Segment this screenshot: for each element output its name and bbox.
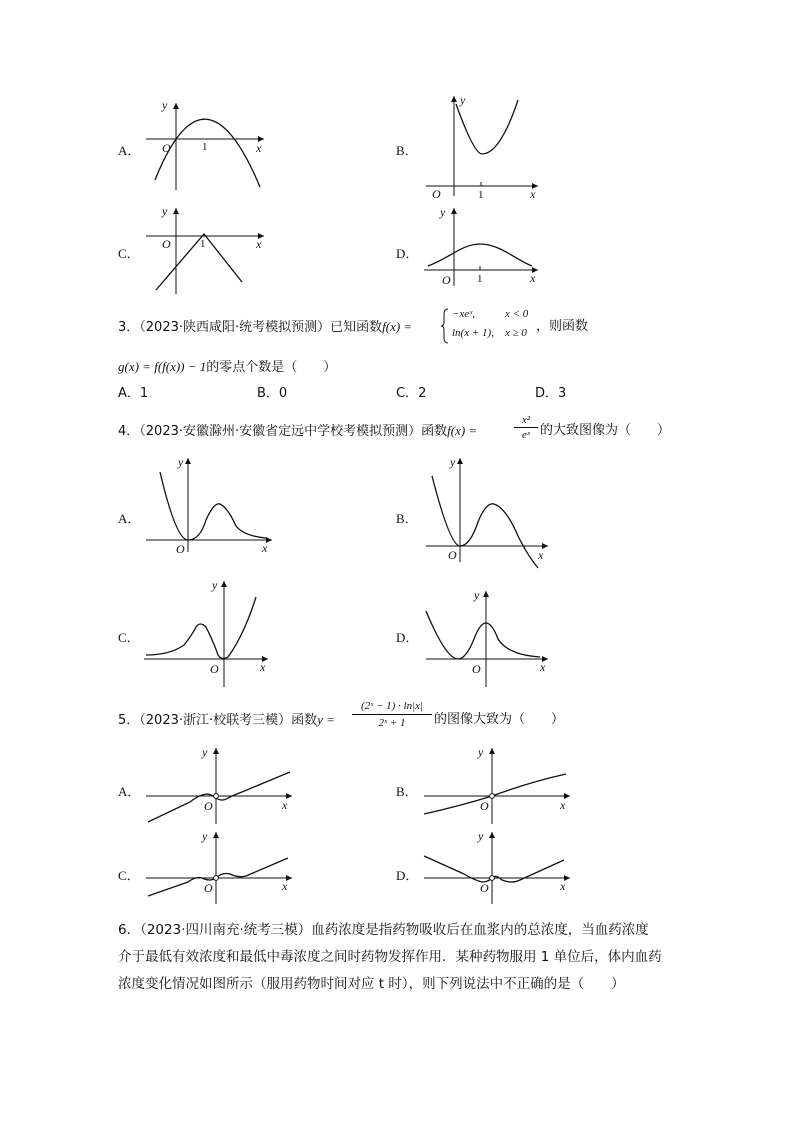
- q3-choice-b[interactable]: B．0: [257, 386, 288, 401]
- hollow-point: [490, 876, 495, 881]
- q2-option-d-label[interactable]: D．: [396, 246, 419, 261]
- x-label: x: [560, 879, 566, 893]
- q4-tail: 的大致图像为（ ）: [540, 423, 671, 438]
- y-label: y: [450, 455, 456, 469]
- y-label: y: [212, 578, 218, 592]
- q4-option-a-label[interactable]: A．: [118, 511, 141, 526]
- q3-brace: [441, 308, 449, 344]
- q3-tail: ，则函数: [536, 319, 589, 334]
- q5-fraction-bar: [352, 714, 432, 715]
- origin-label: O: [432, 187, 441, 200]
- origin-label: O: [176, 542, 185, 556]
- q2-option-c-label[interactable]: C．: [118, 246, 140, 261]
- q3-line2: [118, 357, 336, 378]
- y-axis-arrow: [451, 208, 457, 214]
- origin-label: O: [204, 881, 213, 895]
- y-label: y: [162, 98, 168, 112]
- x-label: x: [540, 660, 546, 674]
- x-label: x: [256, 237, 262, 251]
- q2-option-b-label[interactable]: B．: [396, 143, 418, 158]
- q3-line2-text: 的零点个数是（ ）: [206, 360, 337, 375]
- y-label: y: [474, 588, 480, 602]
- y-axis-arrow: [451, 96, 457, 102]
- x-label: x: [538, 548, 544, 562]
- y-axis-arrow: [457, 458, 463, 464]
- q4-option-c-label[interactable]: C．: [118, 630, 140, 645]
- y-axis-arrow: [173, 103, 179, 109]
- y-label: y: [478, 745, 484, 759]
- q5-graph-a: [142, 742, 297, 827]
- x-label: x: [260, 660, 266, 674]
- q6-line2: 介于最低有效浓度和最低中毒浓度之间时药物发挥作用．某种药物服用 1 单位后，体内血药: [118, 949, 662, 965]
- origin-label: O: [162, 141, 171, 155]
- q4-option-d-label[interactable]: D．: [396, 630, 419, 645]
- q4-fraction-bar: [514, 427, 538, 428]
- q4-option-b-label[interactable]: B．: [396, 511, 418, 526]
- y-axis-arrow: [213, 748, 219, 754]
- q4-denominator: eˣ: [522, 429, 530, 441]
- q5-denominator: 2ˣ + 1: [378, 717, 406, 729]
- origin-label: O: [162, 237, 171, 251]
- y-label: y: [178, 455, 184, 469]
- x-label: x: [530, 271, 536, 285]
- x-label: x: [530, 187, 536, 200]
- origin-label: O: [210, 662, 219, 676]
- curve: [428, 244, 532, 266]
- q3-piece2-expr: ln(x + 1),: [452, 327, 494, 339]
- hollow-point: [214, 876, 219, 881]
- q5-source: （2023·浙江·校联考三模）函数: [139, 713, 318, 728]
- q5-fraction: [352, 700, 432, 729]
- curve: [456, 100, 518, 154]
- q4-graph-b: [420, 452, 555, 572]
- q2-graph-c: [140, 202, 270, 297]
- q2-graph-a: [140, 95, 270, 195]
- q5-option-a-label[interactable]: A．: [118, 784, 141, 799]
- q4-number: 4．: [118, 424, 140, 439]
- x-label: x: [282, 798, 288, 812]
- x-label: x: [262, 541, 268, 555]
- y-label: y: [202, 745, 208, 759]
- q6-line1: 6．（2023·四川南充·统考三模）血药浓度是指药物吸收后在血浆内的总浓度，当血药浓度: [118, 922, 649, 938]
- q2-graph-d: [420, 202, 545, 292]
- y-label: y: [440, 205, 446, 219]
- q2-option-a-label[interactable]: A．: [118, 143, 141, 158]
- q3-choice-a[interactable]: A．1: [118, 386, 149, 401]
- q5-lhs: y =: [317, 712, 335, 727]
- q5-line: [118, 710, 335, 731]
- q5-graph-c: [142, 826, 297, 906]
- tick-label-1: 1: [478, 189, 484, 200]
- curve: [424, 774, 566, 814]
- q3-choice-d[interactable]: D．3: [535, 386, 567, 401]
- y-label: y: [460, 93, 466, 107]
- q5-option-b-label[interactable]: B．: [396, 784, 418, 799]
- q4-graph-d: [420, 585, 555, 690]
- q4-line: [118, 421, 477, 442]
- y-axis-arrow: [173, 208, 179, 214]
- x-label: x: [256, 141, 262, 155]
- q5-graph-d: [420, 826, 575, 906]
- curve: [146, 597, 256, 659]
- q5-graph-b: [420, 742, 575, 827]
- hollow-point: [214, 794, 219, 799]
- q5-numerator: (2ˣ − 1) · ln|x|: [360, 700, 424, 712]
- origin-label: O: [480, 881, 489, 895]
- origin-label: O: [448, 548, 457, 562]
- q3-piece1-expr: −xeˣ,: [452, 308, 476, 320]
- y-label: y: [202, 829, 208, 843]
- q3-f-lhs: f(x) =: [382, 319, 413, 334]
- curve: [155, 119, 260, 187]
- q3-piece1-cond: x < 0: [505, 308, 529, 320]
- y-axis-arrow: [221, 581, 227, 587]
- q3-line1: [118, 317, 412, 338]
- y-axis-arrow: [213, 832, 219, 838]
- q3-source: （2023·陕西咸阳·统考模拟预测）已知函数: [139, 320, 383, 335]
- q4-graph-c: [140, 575, 275, 690]
- y-axis-arrow: [489, 748, 495, 754]
- origin-label: O: [480, 799, 489, 813]
- q4-numerator: x²: [521, 414, 531, 426]
- q3-g-expr: g(x) = f(f(x)) − 1: [118, 359, 207, 374]
- y-axis-arrow: [489, 832, 495, 838]
- y-label: y: [162, 204, 168, 218]
- y-label: y: [478, 829, 484, 843]
- q4-graph-a: [140, 452, 280, 562]
- y-axis-arrow: [483, 591, 489, 597]
- curve: [148, 772, 290, 822]
- q4-fraction: [514, 414, 538, 441]
- q6-line3: 浓度变化情况如图所示（服用药物时间对应 t 时），则下列说法中不正确的是（ ）: [118, 976, 625, 992]
- tick-label-1: 1: [202, 141, 208, 153]
- q4-source: （2023·安徽滁州·安徽省定远中学校考模拟预测）函数: [139, 424, 448, 439]
- hollow-point: [490, 794, 495, 799]
- origin-label: O: [204, 799, 213, 813]
- tick-label-1: 1: [477, 273, 483, 285]
- tick-label-1: 1: [200, 238, 206, 250]
- q5-option-c-label[interactable]: C．: [118, 868, 140, 883]
- curve: [426, 611, 540, 659]
- q5-number: 5．: [118, 713, 140, 728]
- q5-option-d-label[interactable]: D．: [396, 868, 419, 883]
- origin-label: O: [472, 662, 481, 676]
- q2-graph-b: [420, 90, 545, 200]
- q4-f-lhs: f(x) =: [447, 423, 478, 438]
- x-label: x: [560, 798, 566, 812]
- origin-label: O: [442, 273, 451, 287]
- q3-number: 3．: [118, 320, 140, 335]
- y-axis-arrow: [185, 458, 191, 464]
- x-label: x: [282, 879, 288, 893]
- q3-piece2-cond: x ≥ 0: [505, 327, 527, 339]
- q3-choice-c[interactable]: C．2: [396, 386, 427, 401]
- curve: [160, 472, 266, 540]
- q5-tail: 的图像大致为（ ）: [434, 712, 565, 727]
